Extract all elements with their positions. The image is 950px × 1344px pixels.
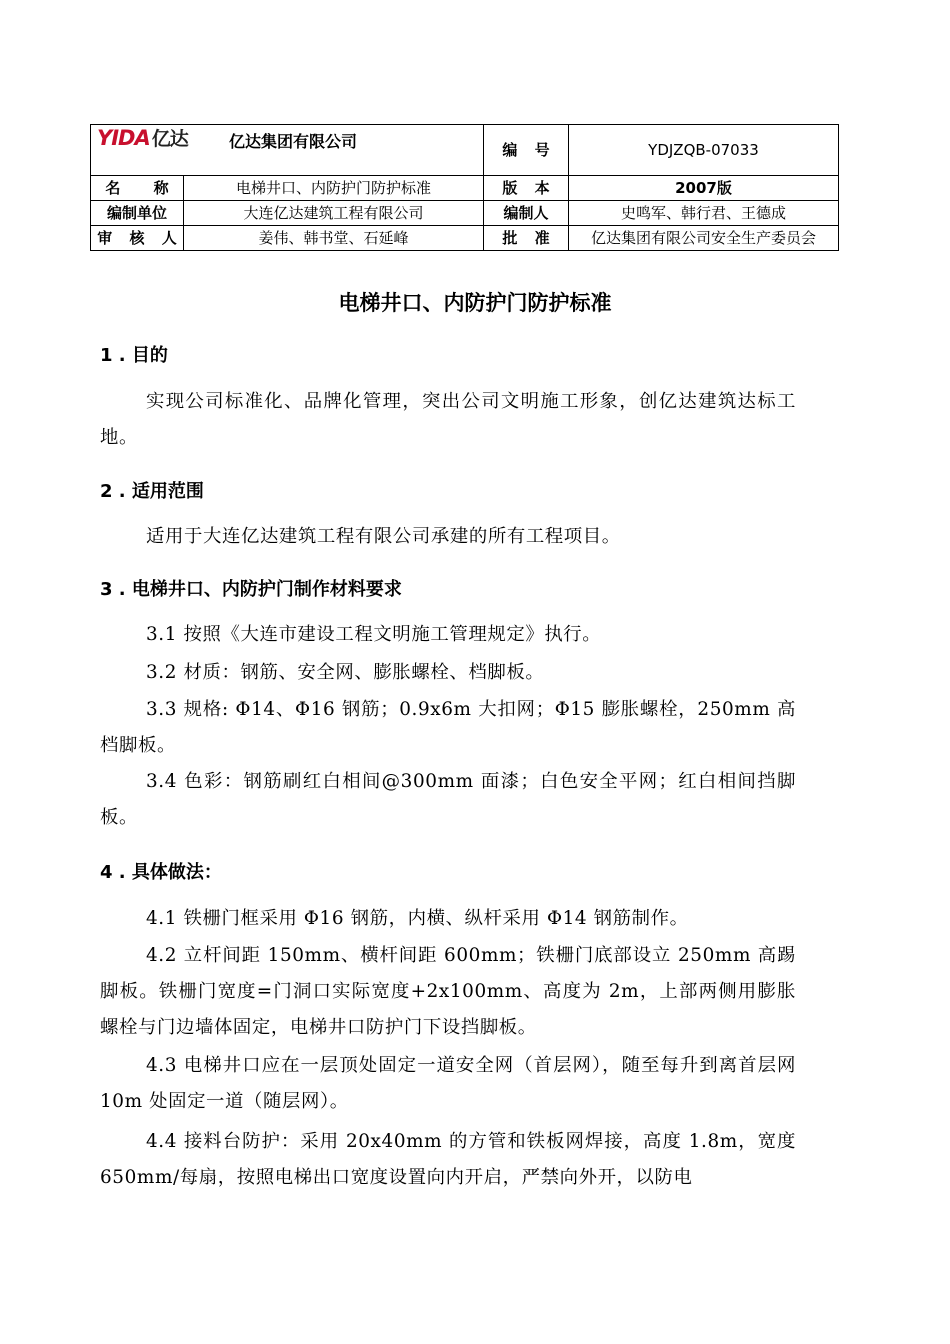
company-cell xyxy=(91,125,484,176)
author-value: 史鸣军、韩行君、王德成 xyxy=(569,201,839,226)
code-label: 编 号 xyxy=(484,125,569,176)
code-value: YDJZQB-07033 xyxy=(569,125,839,176)
company-name: 亿达集团有限公司 xyxy=(229,132,358,151)
version-value: 2007版 xyxy=(569,176,839,201)
unit-value: 大连亿达建筑工程有限公司 xyxy=(184,201,484,226)
section-3-item-1: 3.1 按照《大连市建设工程文明施工管理规定》执行。 xyxy=(146,624,602,645)
approve-value: 亿达集团有限公司安全生产委员会 xyxy=(569,226,839,251)
document-header-table xyxy=(90,124,839,251)
document-title: 电梯井口、内防护门防护标准 xyxy=(338,291,612,315)
section-1-paragraph: 实现公司标准化、品牌化管理，突出公司文明施工形象，创亿达建筑达标工地。 xyxy=(100,391,796,448)
section-4-item-3: 4.3 电梯井口应在一层顶处固定一道安全网（首层网），随至每升到离首层网 10m 处固定一道（随层网）。 xyxy=(100,1055,796,1112)
unit-label: 编制单位 xyxy=(91,201,184,226)
section-4-heading: 4 . 具体做法： xyxy=(100,862,222,883)
reviewer-value: 姜伟、韩书堂、石延峰 xyxy=(184,226,484,251)
section-4-item-2: 4.2 立杆间距 150mm、横杆间距 600mm；铁栅门底部设立 250mm 高踢脚板。铁栅门宽度=门洞口实际宽度+2x100mm、高度为 2m，上部两侧用膨胀螺栓与门边墙体固定，电梯井口防护门下设挡脚板。 xyxy=(100,945,796,1038)
name-value: 电梯井口、内防护门防护标准 xyxy=(184,176,484,201)
section-2-paragraph: 适用于大连亿达建筑工程有限公司承建的所有工程项目。 xyxy=(146,526,621,547)
section-1-heading: 1 . 目的 xyxy=(100,345,168,366)
version-label: 版 本 xyxy=(484,176,569,201)
yida-logo: YIDA 亿达 xyxy=(97,126,188,150)
section-4-item-1: 4.1 铁栅门框采用 Φ16 钢筋，内横、纵杆采用 Φ14 钢筋制作。 xyxy=(146,908,689,929)
name-label: 名 称 xyxy=(91,176,184,201)
section-3-item-2: 3.2 材质：钢筋、安全网、膨胀螺栓、档脚板。 xyxy=(146,662,545,683)
section-4-item-4: 4.4 接料台防护：采用 20x40mm 的方管和铁板网焊接，高度 1.8m，宽度 650mm/每扇，按照电梯出口宽度设置向内开启，严禁向外开，以防电 xyxy=(100,1131,796,1188)
author-label: 编制人 xyxy=(484,201,569,226)
reviewer-label: 审 核 人 xyxy=(91,226,184,251)
section-2-heading: 2 . 适用范围 xyxy=(100,481,204,502)
section-3-item-4: 3.4 色彩：钢筋刷红白相间@300mm 面漆；白色安全平网；红白相间挡脚板。 xyxy=(100,771,796,828)
section-3-heading: 3 . 电梯井口、内防护门制作材料要求 xyxy=(100,579,402,600)
section-3-item-3: 3.3 规格: Φ14、Φ16 钢筋；0.9x6m 大扣网；Φ15 膨胀螺栓，250mm 高档脚板。 xyxy=(100,699,796,756)
approve-label: 批 准 xyxy=(484,226,569,251)
